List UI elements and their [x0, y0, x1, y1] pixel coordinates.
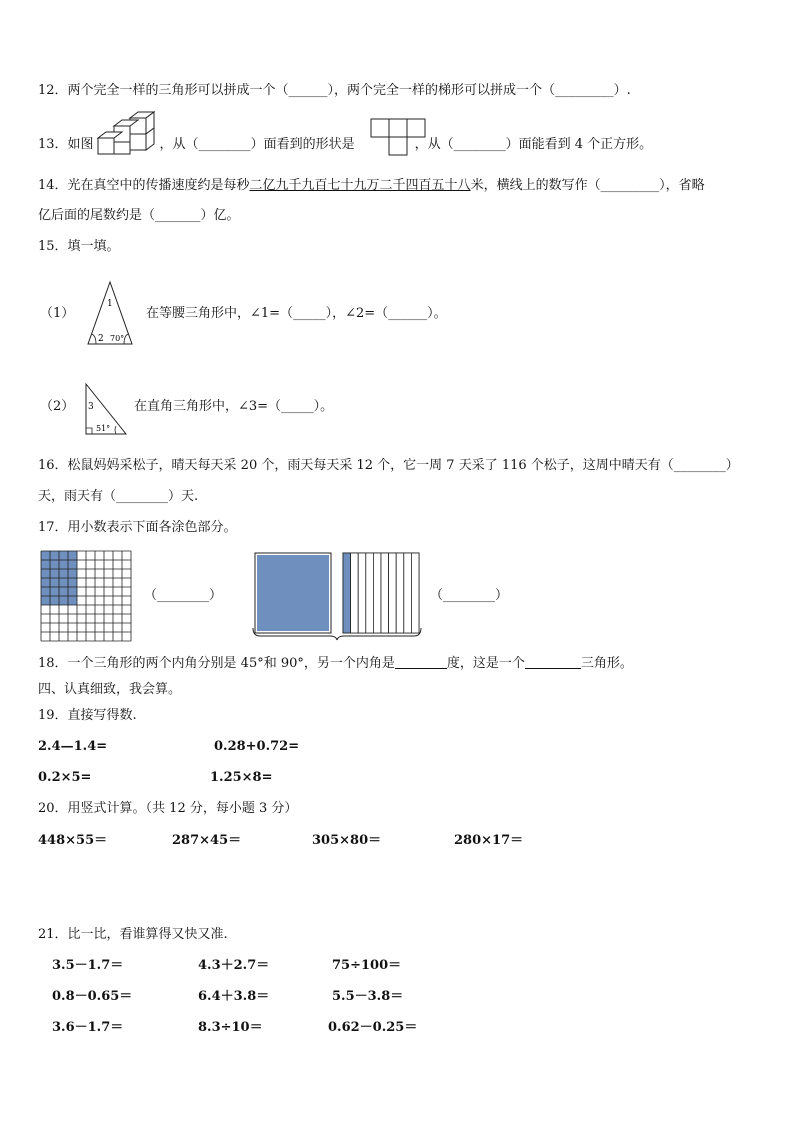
question-12: [38, 82, 631, 100]
triangle-angle-label: 2: [98, 334, 104, 344]
q16-text: 天，雨天有（: [38, 489, 117, 504]
q18-text: 度，这是一个: [446, 656, 525, 671]
calc-item: 0.28+0.72=: [214, 739, 300, 754]
q16-text: ）天.: [168, 489, 199, 504]
question-19-title: 19．直接写得数.: [38, 708, 137, 723]
strip: [373, 553, 381, 633]
answer-blank[interactable]: _____: [293, 306, 326, 321]
calc-item: 280×17＝: [454, 833, 524, 848]
q14-text: 14．光在真空中的传播速度约是每秒: [38, 178, 250, 193]
q13-text: ）面能看到 4 个正方形。: [505, 137, 653, 152]
strip: [396, 553, 404, 633]
strip: [343, 553, 351, 633]
q16-text: 16．松鼠妈妈采松子，晴天每天采 20 个，雨天每天采 12 个，它一周 7 天采了 116 个松子，这周中晴天有（: [38, 458, 674, 473]
answer-blank[interactable]: ________: [673, 458, 726, 473]
answer-blank[interactable]: ________: [116, 489, 169, 504]
q15-part2-text: 在直角三角形中，∠3=（_____）。: [134, 399, 334, 414]
calc-item: 75÷100＝: [332, 958, 402, 973]
calc-item: 3.6－1.7＝: [52, 1020, 124, 1035]
triangle-angle-label: 1: [107, 299, 113, 309]
q15-part1-text: 在等腰三角形中，∠1=（_____），∠2=（______）。: [146, 306, 447, 321]
right-triangle-figure: [84, 382, 130, 438]
q14-text: ），省略: [659, 178, 705, 193]
q13-text: ）面看到的形状是: [250, 137, 355, 152]
q15-part2-number: （2）: [40, 399, 75, 414]
q14-text: 亿后面的尾数约是（: [38, 208, 156, 223]
strip: [351, 553, 359, 633]
answer-blank[interactable]: [525, 654, 581, 669]
calc-item: 448×55＝: [38, 833, 108, 848]
q15-part1-number: （1）: [40, 306, 75, 321]
q13-text: ，从（: [414, 137, 454, 152]
q16-text: ）: [725, 458, 739, 473]
q12-text: ），两个完全一样的梯形可以拼成一个（: [327, 83, 556, 98]
question-20-title: 20．用竖式计算。（共 12 分，每小题 3 分）: [38, 801, 298, 816]
answer-blank[interactable]: _________: [555, 83, 614, 98]
triangle-angle-label: 51°: [96, 424, 111, 433]
answer-blank[interactable]: _______: [155, 208, 201, 223]
question-16-line2: [38, 488, 198, 506]
q17-answer-2: （________）: [430, 588, 509, 603]
q13-text: 13．如图: [38, 137, 94, 152]
strip: [381, 553, 389, 633]
strip: [411, 553, 419, 633]
q18-text: 18．一个三角形的两个内角分别是 45°和 90°，另一个内角是: [38, 656, 395, 671]
q13-text: ，从（: [159, 137, 199, 152]
answer-blank[interactable]: ________: [157, 588, 210, 603]
calc-item: 8.3÷10＝: [198, 1020, 263, 1035]
question-14-line2: [38, 207, 240, 225]
answer-blank[interactable]: ______: [288, 83, 328, 98]
hundred-grid-figure: [40, 550, 132, 642]
calc-item: 1.25×8=: [210, 770, 273, 785]
answer-blank[interactable]: [395, 654, 447, 669]
isosceles-triangle-figure: [84, 280, 136, 348]
view-shape-figure: [370, 118, 428, 158]
calc-item: 0.2×5=: [38, 770, 92, 785]
question-16: [38, 457, 739, 475]
square-and-strips-figure: [250, 550, 422, 642]
q17-answer-1: （________）: [144, 588, 223, 603]
strip: [389, 553, 397, 633]
triangle-angle-label: 70°: [110, 334, 125, 343]
calc-item: 4.3＋2.7＝: [198, 958, 270, 973]
underlined-number-words: 二亿九千九百七十九万二千四百五十八: [249, 178, 471, 193]
shaded-square: [257, 555, 329, 631]
strip: [358, 553, 366, 633]
question-14: [38, 177, 705, 195]
calc-item: 305×80＝: [312, 833, 382, 848]
calc-item: 6.4＋3.8＝: [198, 989, 270, 1004]
calc-item: 5.5－3.8＝: [332, 989, 404, 1004]
answer-blank[interactable]: ________: [453, 137, 506, 152]
q12-text: ）.: [613, 83, 631, 98]
question-17-title: 17．用小数表示下面各涂色部分。: [38, 520, 237, 535]
calc-item: 3.5－1.7＝: [52, 958, 124, 973]
strip: [366, 553, 374, 633]
question-21-title: 21．比一比，看谁算得又快又准.: [38, 927, 228, 942]
cube-stack-figure: [94, 110, 160, 160]
calc-item: 0.8－0.65＝: [52, 989, 133, 1004]
answer-blank[interactable]: _________: [600, 178, 660, 193]
q18-text: 三角形。: [580, 656, 633, 671]
calc-item: 287×45＝: [172, 833, 242, 848]
calc-item: 0.62－0.25＝: [328, 1020, 418, 1035]
answer-blank[interactable]: ______: [388, 306, 428, 321]
question-18: [38, 654, 633, 673]
triangle-angle-label: 3: [88, 402, 94, 412]
section-heading: 四、认真细致，我会算。: [38, 682, 182, 697]
calc-item: 2.4—1.4=: [38, 739, 108, 754]
strip: [404, 553, 412, 633]
answer-blank[interactable]: _____: [281, 399, 314, 414]
q12-text: 12．两个完全一样的三角形可以拼成一个（: [38, 83, 289, 98]
answer-blank[interactable]: ________: [443, 588, 496, 603]
q14-text: ）亿。: [200, 208, 240, 223]
q14-text: 米，横线上的数写作（: [470, 178, 601, 193]
question-15-title: 15．填一填。: [38, 239, 120, 254]
answer-blank[interactable]: ________: [198, 137, 251, 152]
